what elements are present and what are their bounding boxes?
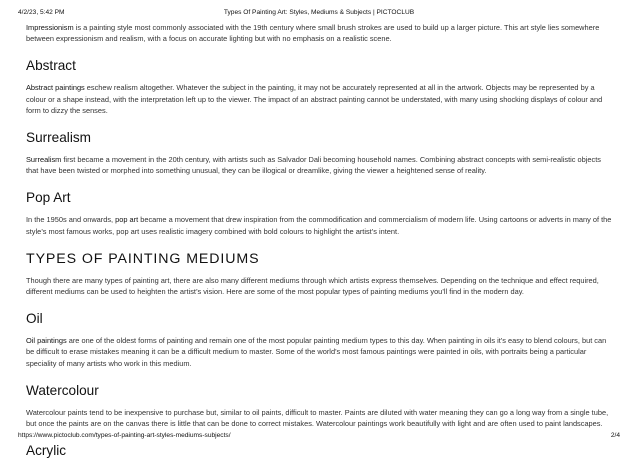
mediums-section-heading: TYPES OF PAINTING MEDIUMS — [26, 250, 260, 267]
impressionism-text: is a painting style most commonly associated with the 19th century where small brush strokes are used to build up a larger picture. This art style lies somewhere between expressionism and realism, with a focus on accurate lighting but with no emphasis on a realistic scene. — [26, 23, 600, 44]
article-content — [26, 22, 614, 459]
pop-art-heading: Pop Art — [26, 190, 71, 206]
print-page-title: Types Of Painting Art: Styles, Mediums & Subjects | PICTOCLUB — [223, 9, 415, 16]
watercolour-paragraph: Watercolour paints tend to be inexpensive to purchase but, similar to oil paints, difficult to master. Paints are diluted with water meaning they can go a long way from a single tube, but once the paints are on the canvas there is little that can be done to correct mistakes. Watercolour paintings work beautifully with light and are often used to paint landscapes. — [26, 407, 609, 429]
pop-art-link[interactable]: pop art — [115, 215, 139, 225]
pop-art-text-before: In the 1950s and onwards, — [26, 215, 116, 225]
oil-heading: Oil — [26, 311, 43, 327]
print-url: https://www.pictoclub.com/types-of-painting-art-styles-mediums-subjects/ — [18, 432, 231, 439]
mediums-paragraph: Though there are many types of painting art, there are also many different mediums through which artists express themselves. Depending on the technique and effect required, different mediums can be used to heighten the artist’s vision. Here are some of the most popular types of painting mediums you’ll find in the modern day. — [26, 275, 599, 297]
abstract-paragraph — [26, 82, 614, 116]
abstract-text: eschew realism altogether. Whatever the subject in the painting, it may not be accurately represented at all in the artwork. Objects may be represented by a colour or a shape instead, with the interpretation left up to the viewer. The impact of an abstract painting cannot be understated, with many using shocking displays of colour and form to dizzy the senses. — [26, 83, 603, 115]
pop-art-paragraph — [26, 214, 614, 236]
oil-paintings-link[interactable]: Oil paintings — [26, 336, 67, 346]
impressionism-paragraph — [26, 22, 614, 44]
print-header — [18, 9, 620, 19]
watercolour-heading: Watercolour — [26, 382, 99, 398]
abstract-paintings-link[interactable]: Abstract paintings — [26, 83, 85, 93]
print-datetime: 4/2/23, 5:42 PM — [18, 9, 65, 16]
impressionism-link[interactable]: Impressionism — [26, 23, 74, 32]
surrealism-heading: Surrealism — [26, 130, 91, 146]
surrealism-text: first became a movement in the 20th century, with artists such as Salvador Dali becoming household names. Combining abstract concepts with semi-realistic objects that have been twisted or morphed into something unusual, they can be illogical or dreamlike, giving the viewer a heightened sense of reality. — [26, 155, 601, 176]
surrealism-link[interactable]: Surrealism — [26, 155, 62, 165]
oil-paragraph — [26, 335, 614, 369]
acrylic-heading: Acrylic — [26, 443, 67, 459]
surrealism-paragraph — [26, 154, 614, 176]
pop-art-text-after: became a movement that drew inspiration from the commodification and commercialism of modern life. Using cartoons or adverts in many of the style’s most famous works, pop art uses realistic imagery combined with bold colours to highlight the artist’s intent. — [26, 215, 612, 236]
oil-text: are one of the oldest forms of painting and remain one of the most popular painting medium types to this day. When painting in oils it’s easy to blend colours, but can be difficult to erase mistakes meaning it can be a difficult medium to master. Some of the world’s most famous paintings were painted in oils, with portraits being a particular speciality of many artists who work in this medium. — [26, 336, 607, 368]
print-footer — [18, 432, 620, 442]
print-page-number: 2/4 — [610, 432, 620, 439]
abstract-heading: Abstract — [26, 58, 76, 74]
